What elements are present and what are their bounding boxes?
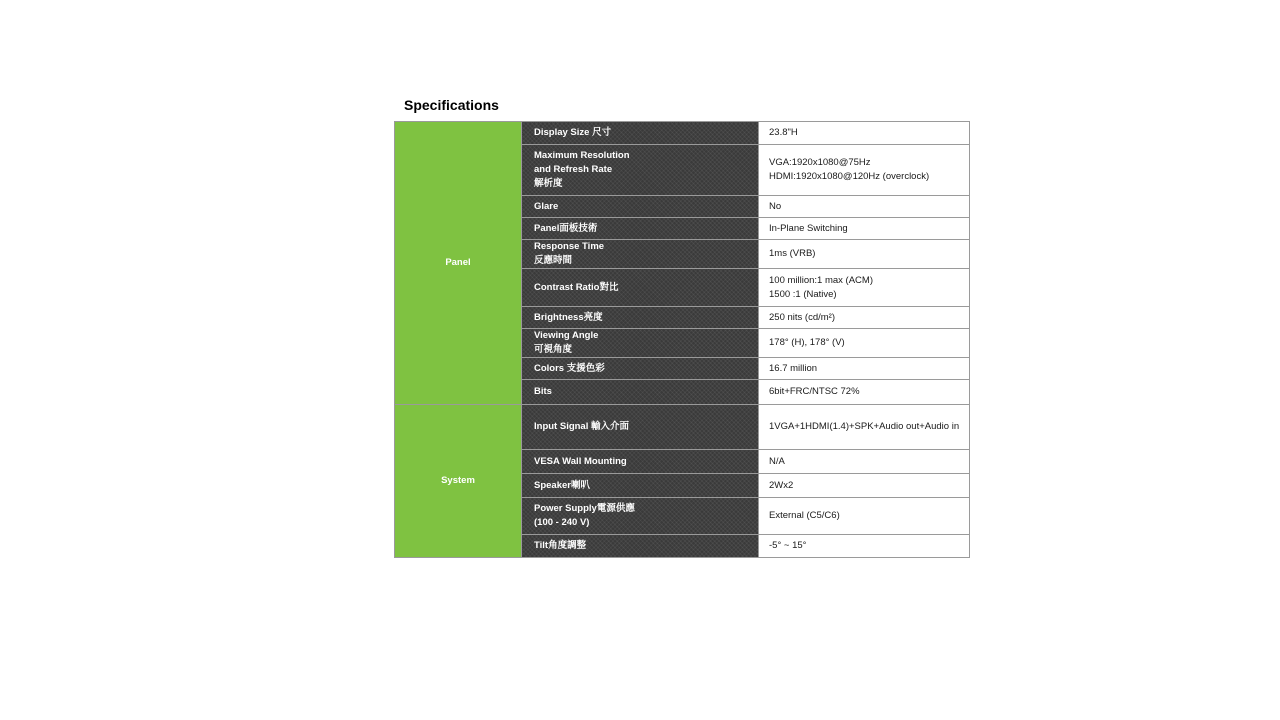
spec-value: External (C5/C6)	[759, 498, 970, 535]
category-cell-panel: Panel	[395, 122, 522, 405]
spec-value: In-Plane Switching	[759, 218, 970, 240]
category-cell-system: System	[395, 405, 522, 558]
page-title: Specifications	[404, 97, 499, 113]
spec-label: Brightness亮度	[522, 307, 759, 329]
spec-label: Panel面板技術	[522, 218, 759, 240]
spec-value: 6bit+FRC/NTSC 72%	[759, 380, 970, 405]
spec-value: 2Wx2	[759, 474, 970, 498]
spec-label: Power Supply電源供應 (100 - 240 V)	[522, 498, 759, 535]
table-row	[395, 405, 970, 450]
spec-value: 1VGA+1HDMI(1.4)+SPK+Audio out+Audio in	[759, 405, 970, 450]
spec-label: Viewing Angle 可視角度	[522, 329, 759, 358]
spec-label: Contrast Ratio對比	[522, 269, 759, 307]
spec-label: Speaker喇叭	[522, 474, 759, 498]
spec-value: No	[759, 196, 970, 218]
spec-value: 23.8"H	[759, 122, 970, 145]
spec-value: 178° (H), 178° (V)	[759, 329, 970, 358]
spec-label: Input Signal 輸入介面	[522, 405, 759, 450]
spec-value: 1ms (VRB)	[759, 240, 970, 269]
spec-label: Maximum Resolution and Refresh Rate 解析度	[522, 145, 759, 196]
spec-label: Response Time 反應時間	[522, 240, 759, 269]
spec-value: 100 million:1 max (ACM) 1500 :1 (Native)	[759, 269, 970, 307]
spec-value: 250 nits (cd/m²)	[759, 307, 970, 329]
spec-label: VESA Wall Mounting	[522, 450, 759, 474]
spec-label: Bits	[522, 380, 759, 405]
spec-label: Glare	[522, 196, 759, 218]
spec-label: Colors 支援色彩	[522, 358, 759, 380]
specifications-table	[394, 121, 970, 558]
spec-value: -5° ~ 15°	[759, 535, 970, 558]
spec-value: VGA:1920x1080@75Hz HDMI:1920x1080@120Hz (overclock)	[759, 145, 970, 196]
spec-value: 16.7 million	[759, 358, 970, 380]
spec-label: Tilt角度調整	[522, 535, 759, 558]
table-row	[395, 122, 970, 145]
spec-label: Display Size 尺寸	[522, 122, 759, 145]
spec-value: N/A	[759, 450, 970, 474]
